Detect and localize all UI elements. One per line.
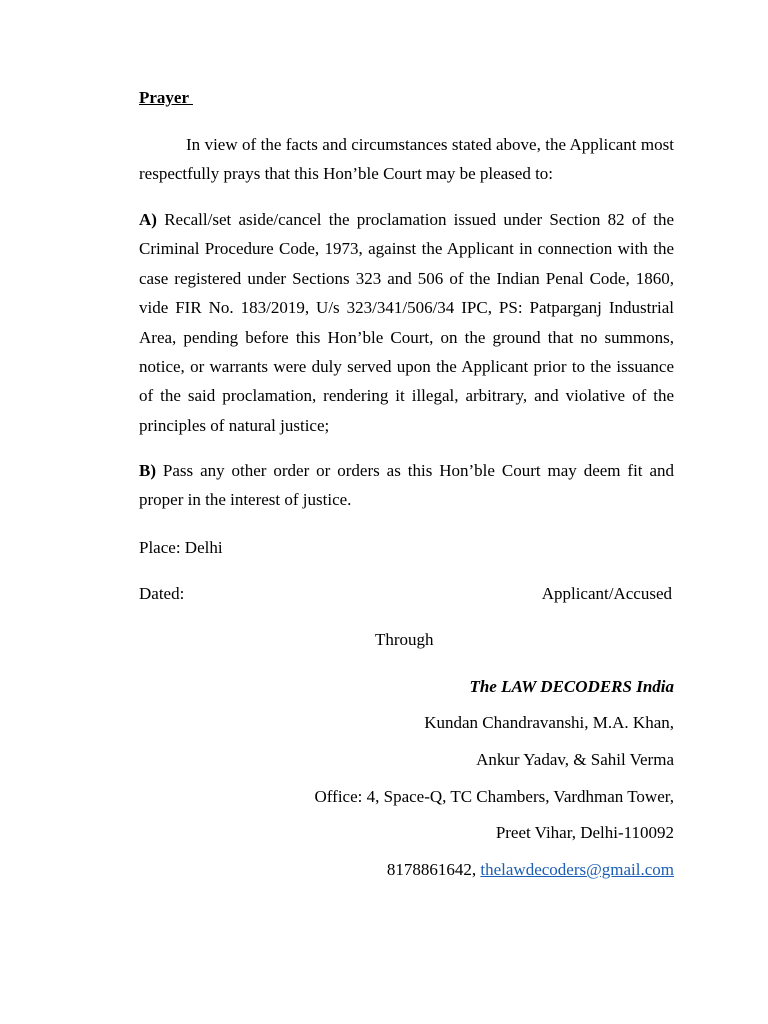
item-a-text: Recall/set aside/cancel the proclamation issued under Section 82 of the Criminal Procedure Code, 1973, against the Applicant in connection with the case registered under Sections 323 and 506 of the Indian Penal Code, 1860, vide FIR No. 183/2019, U/s 323/341/506/34 IPC, PS: Patparganj Industrial Area, pending before this Hon’ble Court, on the ground that no summons, notice, or warrants were duly served upon the Applicant prior to the issuance of the said proclamation, rendering it illegal, arbitrary, and violative of the principles of natural justice;: [139, 210, 674, 435]
applicant-label: Applicant/Accused: [541, 584, 672, 603]
prayer-heading: Prayer: [139, 88, 193, 107]
item-a-label: A): [139, 210, 157, 229]
email-link[interactable]: thelawdecoders@gmail.com: [480, 860, 674, 879]
advocates-line-2: Ankur Yadav, & Sahil Verma: [476, 750, 674, 769]
firm-name: The LAW DECODERS India: [469, 677, 674, 696]
item-b-text: Pass any other order or orders as this Hon’ble Court may deem fit and proper in the interest of justice.: [139, 461, 674, 510]
advocates-line-1: Kundan Chandravanshi, M.A. Khan,: [424, 713, 674, 732]
phone-number: 8178861642,: [386, 860, 481, 879]
dated-label: Dated:: [139, 584, 185, 603]
contact-line: [139, 859, 674, 881]
prayer-item-b: [139, 456, 674, 515]
prayer-item-a: [139, 205, 674, 440]
prayer-intro-paragraph: In view of the facts and circumstances stated above, the Applicant most respectfully prays that this Hon’ble Court may be pleased to:: [139, 135, 674, 184]
item-b-label: B): [139, 461, 156, 480]
office-address-line-2: Preet Vihar, Delhi-110092: [495, 823, 674, 842]
through-label: Through: [375, 630, 434, 649]
office-address-line-1: Office: 4, Space-Q, TC Chambers, Vardhman Tower,: [314, 787, 674, 806]
place-line: Place: Delhi: [139, 538, 223, 557]
